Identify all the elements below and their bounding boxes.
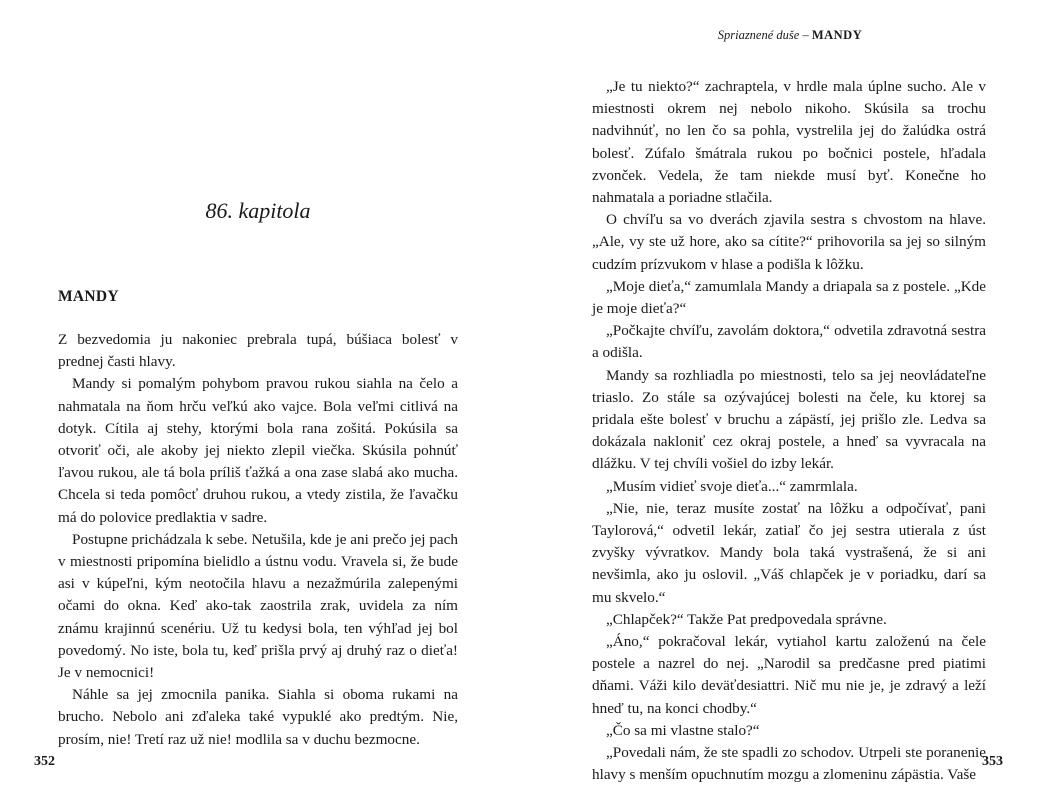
paragraph: „Je tu niekto?“ zachraptela, v hrdle mala úplne sucho. Ale v miestnosti okrem nej nebolo nikoho. Skúsila sa trochu nadvihnúť, no len čo sa pohla, vystrelila jej do žalúdka ostrá bolesť. Zúfalo šmátrala rukou po bočnici postele, hľadala zvonček. Vedela, že tam niekde musí byť. Konečne ho nahmatala a poriadne stlačila.	[592, 78, 986, 207]
paragraph: Náhle sa jej zmocnila panika. Siahla si oboma rukami na brucho. Nebolo ani zďaleka také vypuklé ako predtým. Nie, prosím, nie! Tretí raz už nie! modlila sa v duchu bezmocne.	[58, 686, 458, 748]
paragraph: „Nie, nie, teraz musíte zostať na lôžku a odpočívať, pani Taylorová,“ odvetil lekár, zatiaľ čo jej sestra utierala z úst zvyšky vývratkov. Mandy bola taká vystrašená, že si ani nevšimla, ako ju oslovil. „Váš chlapček je v poriadku, darí sa mu skvelo.“	[592, 499, 986, 606]
chapter-title: 86. kapitola	[205, 198, 311, 223]
right-body-text	[592, 76, 986, 787]
paragraph: „Chlapček?“ Takže Pat predpovedala správne.	[606, 610, 887, 628]
paragraph: „Moje dieťa,“ zamumlala Mandy a driapala sa z postele. „Kde je moje dieťa?“	[592, 277, 986, 318]
paragraph: „Čo sa mi vlastne stalo?“	[606, 721, 760, 739]
page-number-left: 352	[34, 754, 55, 769]
paragraph: „Áno,“ pokračoval lekár, vytiahol kartu založenú na čele postele a nazrel do nej. „Narodil sa predčasne pred piatimi dňami. Váži kilo deväťdesiattri. Nič mu nie je, je zdravý a leží hneď tu, na konci chodby.“	[592, 633, 986, 717]
paragraph: „Musím vidieť svoje dieťa...“ zamrmlala.	[606, 477, 858, 495]
running-head	[700, 28, 880, 43]
running-head-title: Spriaznené duše	[717, 28, 800, 42]
running-head-author: MANDY	[811, 28, 863, 42]
paragraph: O chvíľu sa vo dverách zjavila sestra s chvostom na hlave. „Ale, vy ste už hore, ako sa cítite?“ prihovorila sa jej so silným cudzím prízvukom v hlase a podišla k lôžku.	[592, 211, 986, 273]
running-head-separator: –	[799, 28, 812, 42]
paragraph: Mandy sa rozhliadla po miestnosti, telo sa jej neovládateľne triaslo. Zo stále sa ozývajúcej bolesti na čele, ku ktorej sa pridala ešte bolesť v bruchu a zápästí, jej prišlo zle. Ledva sa dokázala nakloniť cez okraj postele, a hneď sa vyvracala na dlážku. V tej chvíli vošiel do izby lekár.	[592, 366, 986, 473]
left-body-text	[58, 329, 458, 751]
paragraph: Z bezvedomia ju nakoniec prebrala tupá, búšiaca bolesť v prednej časti hlavy.	[58, 331, 458, 371]
pov-heading: MANDY	[58, 288, 119, 305]
paragraph: „Povedali nám, že ste spadli zo schodov. Utrpeli ste poranenie hlavy s menším opuchnutím mozgu a zlomeninu zápästia. Vaše	[592, 744, 986, 784]
paragraph: Mandy si pomalým pohybom pravou rukou siahla na čelo a nahmatala na ňom hrču veľkú ako vajce. Bola veľmi citlivá na dotyk. Cítila aj stehy, ktorými bola rana zošitá. Pokúsila sa otvoriť oči, ale akoby jej niekto zlepil viečka. Skúsila pohnúť ľavou rukou, ale tá bola príliš ťažká a ona zase slabá ako mucha. Chcela si teda pomôcť druhou rukou, a vtedy zistila, že ľavačku má do polovice predlaktia v sadre.	[58, 375, 458, 526]
paragraph: Postupne prichádzala k sebe. Netušila, kde je ani prečo jej pach v miestnosti pripomína bielidlo a ústnu vodu. Vravela si, že bude asi v kúpeľni, kým neotočila hlavu a nezažmúrila zalepenými očami do okna. Keď ako-tak zaostrila zrak, uvidela za ním známu krajinnú scenériu. Už tu kedysi bola, ten výhľad jej bol povedomý. No iste, bola tu, keď prišla prvý aj druhý raz o dieťa! Je v nemocnici!	[58, 530, 458, 682]
paragraph: „Počkajte chvíľu, zavolám doktora,“ odvetila zdravotná sestra a odišla.	[592, 322, 986, 362]
page-number-right: 353	[982, 754, 1003, 769]
